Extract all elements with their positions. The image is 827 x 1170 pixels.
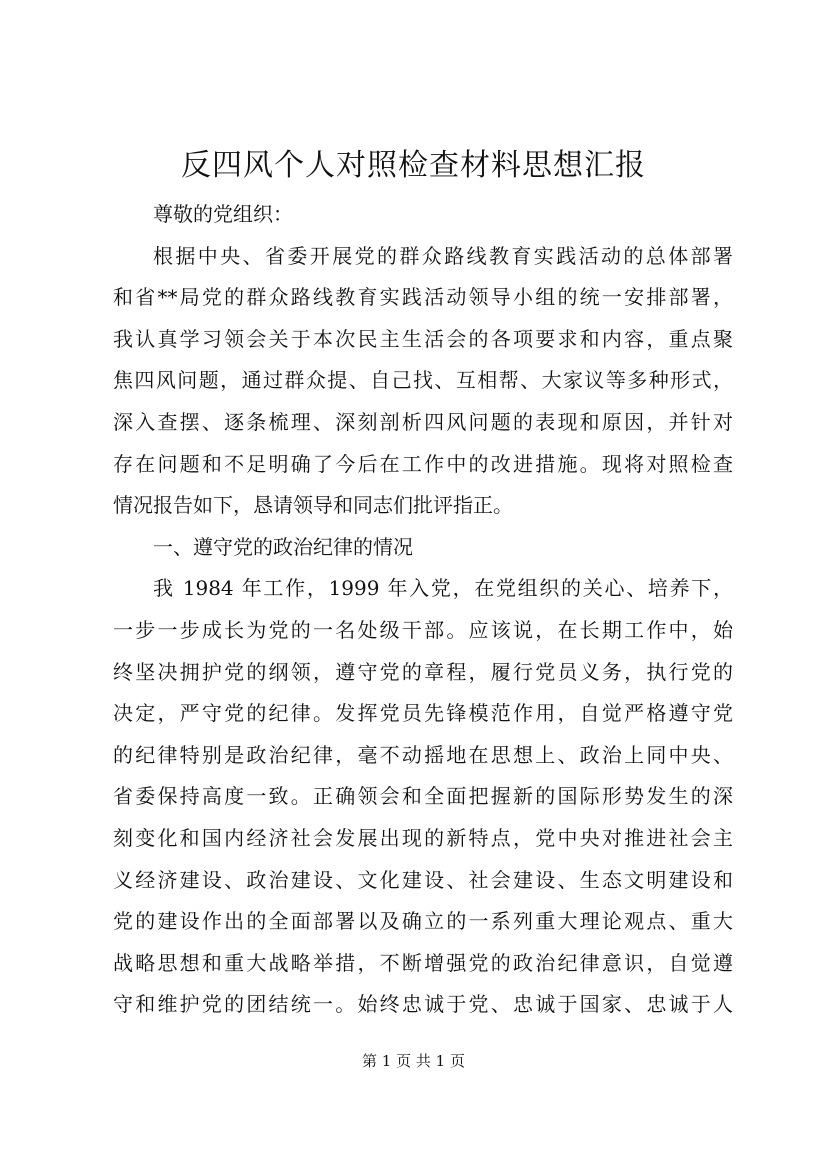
paragraph-line: 情况报告如下，恳请领导和同志们批评指正。	[113, 493, 513, 518]
paragraph-line: 我认真学习领会关于本次民主生活会的各项要求和内容，重点聚	[113, 326, 733, 351]
paragraph-line: 终坚决拥护党的纲领，遵守党的章程，履行党员义务，执行党的	[113, 659, 733, 684]
paragraph-line: 焦四风问题，通过群众提、自己找、互相帮、大家议等多种形式，	[113, 368, 733, 393]
paragraph-line: 党的建设作出的全面部署以及确立的一系列重大理论观点、重大	[113, 909, 733, 934]
paragraph-line: 义经济建设、政治建设、文化建设、社会建设、生态文明建设和	[113, 867, 733, 892]
paragraph-line: 守和维护党的团结统一。始终忠诚于党、忠诚于国家、忠诚于人	[113, 992, 733, 1017]
paragraph-line: 我 1984 年工作，1999 年入党，在党组织的关心、培养下，	[153, 576, 733, 601]
paragraph-line: 根据中央、省委开展党的群众路线教育实践活动的总体部署	[153, 243, 733, 268]
page-number-footer: 第 1 页 共 1 页	[362, 1052, 465, 1070]
document-title: 反四风个人对照检查材料思想汇报	[181, 148, 646, 183]
paragraph-line: 省委保持高度一致。正确领会和全面把握新的国际形势发生的深	[113, 784, 733, 809]
paragraph-line: 存在问题和不足明确了今后在工作中的改进措施。现将对照检查	[113, 451, 733, 476]
paragraph-line: 决定，严守党的纪律。发挥党员先锋模范作用，自觉严格遵守党	[113, 701, 733, 726]
salutation-line: 尊敬的党组织：	[153, 202, 293, 226]
paragraph-line: 深入查摆、逐条梳理、深刻剖析四风问题的表现和原因，并针对	[113, 409, 733, 434]
section-heading: 一、遵守党的政治纪律的情况	[153, 534, 413, 559]
paragraph-line: 战略思想和重大战略举措，不断增强党的政治纪律意识，自觉遵	[113, 950, 733, 975]
paragraph-line: 和省**局党的群众路线教育实践活动领导小组的统一安排部署，	[113, 285, 733, 310]
paragraph-line: 刻变化和国内经济社会发展出现的新特点，党中央对推进社会主	[113, 825, 733, 850]
paragraph-line: 的纪律特别是政治纪律，毫不动摇地在思想上、政治上同中央、	[113, 742, 733, 767]
document-body	[113, 194, 733, 1026]
paragraph-line: 一步一步成长为党的一名处级干部。应该说，在长期工作中，始	[113, 617, 733, 642]
